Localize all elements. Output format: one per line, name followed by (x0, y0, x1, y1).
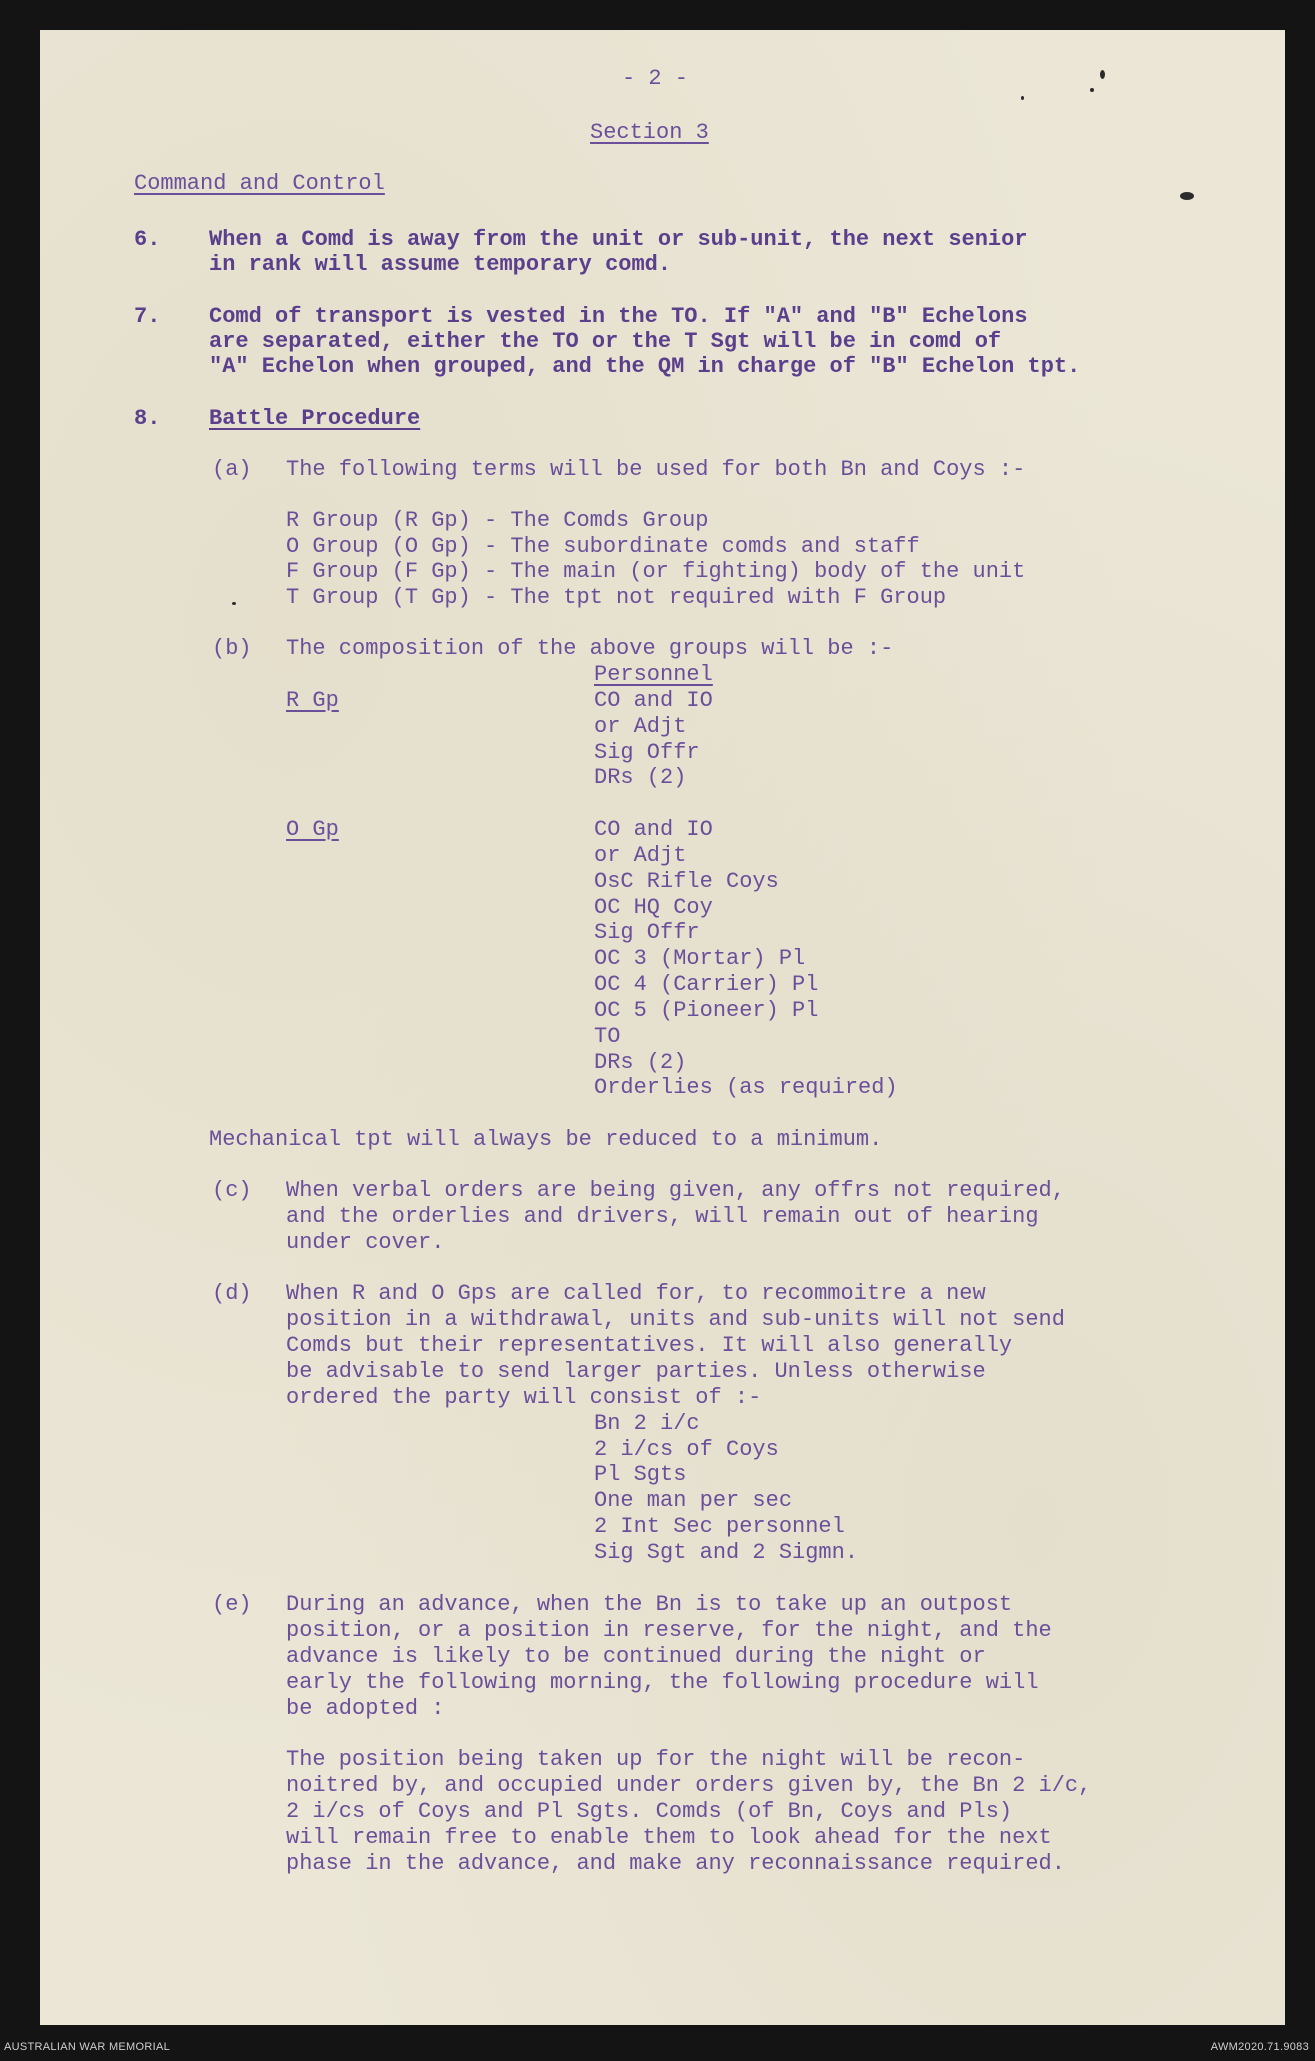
ink-speck (1021, 96, 1024, 100)
sub-c-label: (c) (212, 1178, 252, 1203)
sub-c-line: under cover. (286, 1230, 445, 1255)
sub-e-para-line: The position being taken up for the night will be recon- (286, 1747, 1026, 1772)
party-member: Sig Sgt and 2 Sigmn. (594, 1540, 859, 1565)
o-gp-personnel: OC 3 (Mortar) Pl (594, 946, 806, 971)
o-gp-personnel: OC HQ Coy (594, 895, 713, 920)
o-gp-personnel: OC 5 (Pioneer) Pl (594, 998, 819, 1023)
sub-e-line: During an advance, when the Bn is to take up an outpost (286, 1592, 1013, 1617)
footer-accession-number: AWM2020.71.9083 (1210, 2041, 1309, 2053)
sub-a-intro: The following terms will be used for both Bn and Coys :- (286, 457, 1026, 482)
para-7-line: "A" Echelon when grouped, and the QM in charge of "B" Echelon tpt. (209, 354, 1081, 379)
group-term: T Group (T Gp) - The tpt not required with F Group (286, 585, 947, 610)
party-member: Pl Sgts (594, 1462, 687, 1487)
para-6-line: When a Comd is away from the unit or sub-unit, the next senior (209, 227, 1028, 252)
o-gp-personnel: CO and IO (594, 817, 713, 842)
ink-speck (1180, 192, 1194, 200)
page-number: - 2 - (622, 66, 689, 91)
sub-e-label: (e) (212, 1592, 252, 1617)
ink-speck (1100, 70, 1105, 79)
personnel-header: Personnel (594, 662, 713, 687)
para-7-line: Comd of transport is vested in the TO. If "A" and "B" Echelons (209, 304, 1028, 329)
party-member: Bn 2 i/c (594, 1411, 700, 1436)
r-gp-personnel: CO and IO (594, 688, 713, 713)
group-term: F Group (F Gp) - The main (or fighting) body of the unit (286, 559, 1026, 584)
para-7-line: are separated, either the TO or the T Sgt will be in comd of (209, 329, 1002, 354)
o-gp-personnel: TO (594, 1024, 621, 1049)
para-7-number: 7. (134, 304, 161, 329)
sub-c-line: When verbal orders are being given, any offrs not required, (286, 1178, 1065, 1203)
para-8-number: 8. (134, 406, 161, 431)
mechanical-tpt-note: Mechanical tpt will always be reduced to a minimum. (209, 1127, 883, 1152)
sub-e-line: advance is likely to be continued during the night or (286, 1644, 986, 1669)
footer-credit: AUSTRALIAN WAR MEMORIAL (4, 2041, 171, 2053)
party-member: 2 Int Sec personnel (594, 1514, 845, 1539)
party-member: One man per sec (594, 1488, 793, 1513)
section-title: Section 3 (590, 120, 709, 145)
section-heading: Command and Control (134, 171, 385, 196)
sub-d-line: Comds but their representatives. It will also generally (286, 1333, 1013, 1358)
sub-d-label: (d) (212, 1281, 252, 1306)
o-gp-personnel: or Adjt (594, 843, 687, 868)
sub-e-line: be adopted : (286, 1696, 445, 1721)
o-gp-personnel: Sig Offr (594, 920, 700, 945)
sub-e-line: early the following morning, the following procedure will (286, 1670, 1039, 1695)
sub-e-para-line: noitred by, and occupied under orders given by, the Bn 2 i/c, (286, 1773, 1092, 1798)
sub-e-para-line: will remain free to enable them to look ahead for the next (286, 1825, 1052, 1850)
o-gp-label: O Gp (286, 817, 339, 842)
sub-a-label: (a) (212, 457, 252, 482)
sub-d-line: ordered the party will consist of :- (286, 1385, 762, 1410)
r-gp-personnel: or Adjt (594, 714, 687, 739)
sub-b-label: (b) (212, 636, 252, 661)
para-6-line: in rank will assume temporary comd. (209, 252, 672, 277)
r-gp-personnel: Sig Offr (594, 740, 700, 765)
sub-e-para-line: 2 i/cs of Coys and Pl Sgts. Comds (of Bn, Coys and Pls) (286, 1799, 1013, 1824)
sub-b-intro: The composition of the above groups will be :- (286, 636, 894, 661)
r-gp-label: R Gp (286, 688, 339, 713)
para-8-title: Battle Procedure (209, 406, 421, 431)
sub-d-line: When R and O Gps are called for, to recommoitre a new (286, 1281, 986, 1306)
sub-c-line: and the orderlies and drivers, will remain out of hearing (286, 1204, 1039, 1229)
group-term: O Group (O Gp) - The subordinate comds and staff (286, 534, 920, 559)
o-gp-personnel: Orderlies (as required) (594, 1075, 898, 1100)
o-gp-personnel: DRs (2) (594, 1050, 687, 1075)
r-gp-personnel: DRs (2) (594, 765, 687, 790)
party-member: 2 i/cs of Coys (594, 1437, 779, 1462)
sub-e-line: position, or a position in reserve, for the night, and the (286, 1618, 1052, 1643)
sub-d-line: be advisable to send larger parties. Unless otherwise (286, 1359, 986, 1384)
para-6-number: 6. (134, 227, 161, 252)
o-gp-personnel: OsC Rifle Coys (594, 869, 779, 894)
ink-speck (1090, 88, 1094, 92)
sub-e-para-line: phase in the advance, and make any reconnaissance required. (286, 1851, 1065, 1876)
o-gp-personnel: OC 4 (Carrier) Pl (594, 972, 819, 997)
group-term: R Group (R Gp) - The Comds Group (286, 508, 709, 533)
sub-d-line: position in a withdrawal, units and sub-units will not send (286, 1307, 1065, 1332)
ink-speck (232, 602, 236, 605)
